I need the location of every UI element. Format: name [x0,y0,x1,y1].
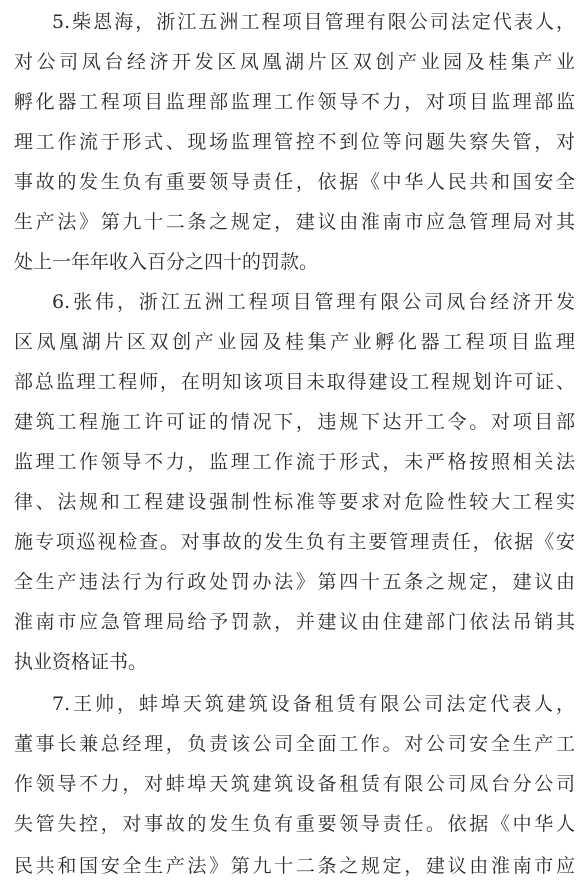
paragraph-6-line-2: 区凤凰湖片区双创产业园及桂集产业孵化器工程项目监理 [14,331,575,353]
paragraph-6-line-3: 部总监理工程师，在明知该项目未取得建设工程规划许可证、 [14,371,575,393]
paragraph-6-line-1: 6.张伟，浙江五洲工程项目管理有限公司凤台经济开发 [52,291,575,313]
paragraph-6-line-9: 淮南市应急管理局给予罚款，并建议由住建部门依法吊销其 [14,611,575,633]
paragraph-5-line-6: 生产法》第九十二条之规定，建议由淮南市应急管理局对其 [14,211,575,233]
paragraph-5-line-3: 孵化器工程项目监理部监理工作领导不力，对项目监理部监 [14,91,575,113]
paragraph-7-line-3: 作领导不力，对蚌埠天筑建筑设备租赁有限公司凤台分公司 [14,773,575,795]
paragraph-5-line-5: 事故的发生负有重要领导责任，依据《中华人民共和国安全 [14,171,575,193]
paragraph-6-line-8: 全生产违法行为行政处罚办法》第四十五条之规定，建议由 [14,571,575,593]
paragraph-6-line-4: 建筑工程施工许可证的情况下，违规下达开工令。对项目部 [14,411,575,433]
paragraph-7-line-4: 失管失控，对事故的发生负有重要领导责任。依据《中华人 [14,813,575,835]
paragraph-6-line-6: 律、法规和工程建设强制性标准等要求对危险性较大工程实 [14,491,575,513]
paragraph-5-line-2: 对公司凤台经济开发区凤凰湖片区双创产业园及桂集产业 [14,51,575,73]
paragraph-5-line-4: 理工作流于形式、现场监理管控不到位等问题失察失管，对 [14,131,575,153]
paragraph-6-line-10: 执业资格证书。 [14,651,148,673]
paragraph-6-line-5: 监理工作领导不力，监理工作流于形式，未严格按照相关法 [14,451,575,473]
paragraph-7-line-5: 民共和国安全生产法》第九十二条之规定，建议由淮南市应 [14,855,575,877]
paragraph-5-line-7: 处上一年年收入百分之四十的罚款。 [14,251,319,273]
paragraph-5-line-1: 5.柴恩海，浙江五洲工程项目管理有限公司法定代表人， [52,11,575,33]
paragraph-7-line-2: 董事长兼总经理，负责该公司全面工作。对公司安全生产工 [14,733,575,755]
paragraph-7-line-1: 7.王帅，蚌埠天筑建筑设备租赁有限公司法定代表人， [52,693,575,715]
paragraph-6-line-7: 施专项巡视检查。对事故的发生负有主要管理责任，依据《安 [14,531,575,553]
